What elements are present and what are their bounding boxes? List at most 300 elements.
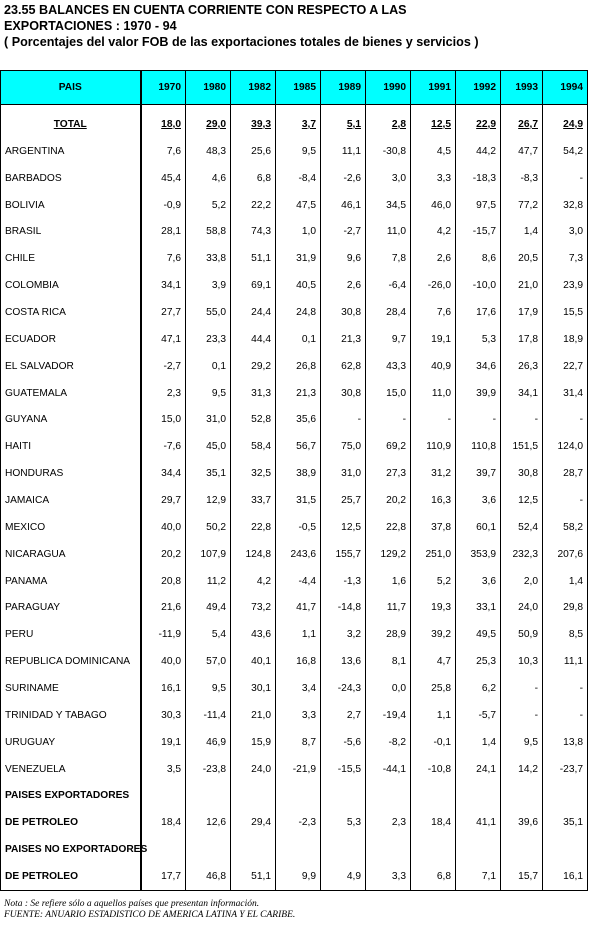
value-cell: 26,3	[501, 353, 543, 380]
value-cell: 97,5	[456, 192, 501, 219]
value-cell: 4,9	[321, 863, 366, 890]
value-cell: -	[501, 675, 543, 702]
value-cell: 151,5	[501, 433, 543, 460]
value-cell: 31,0	[186, 406, 231, 433]
country-name: MEXICO	[1, 514, 141, 541]
value-cell: 40,9	[411, 353, 456, 380]
value-cell: 43,3	[366, 353, 411, 380]
table-row	[1, 621, 588, 648]
header-year: 1982	[231, 71, 276, 105]
table-row	[1, 272, 588, 299]
value-cell: 20,2	[366, 487, 411, 514]
value-cell: -24,3	[321, 675, 366, 702]
country-name: GUATEMALA	[1, 380, 141, 407]
value-cell: 7,1	[456, 863, 501, 890]
value-cell: 2,7	[321, 702, 366, 729]
value-cell	[501, 782, 543, 809]
value-cell: 11,1	[543, 648, 588, 675]
value-cell: 15,9	[231, 729, 276, 756]
value-cell: 2,6	[321, 272, 366, 299]
title-line-1: 23.55 BALANCES EN CUENTA CORRIENTE CON RESPECTO A LAS	[4, 3, 407, 17]
table-row	[1, 138, 588, 165]
value-cell: 7,6	[141, 245, 186, 272]
value-cell: 1,6	[366, 568, 411, 595]
value-cell: 4,5	[411, 138, 456, 165]
value-cell: 5,4	[186, 621, 231, 648]
country-name: DE PETROLEO	[1, 809, 141, 836]
table-row	[1, 245, 588, 272]
value-cell: -	[543, 675, 588, 702]
table-row	[1, 380, 588, 407]
value-cell: 19,1	[411, 326, 456, 353]
country-name: TOTAL	[1, 111, 141, 138]
header-year: 1993	[501, 71, 543, 105]
value-cell: 1,1	[411, 702, 456, 729]
value-cell	[321, 836, 366, 863]
value-cell: 40,0	[141, 648, 186, 675]
value-cell: 21,3	[321, 326, 366, 353]
value-cell: 155,7	[321, 541, 366, 568]
value-cell: 35,1	[186, 460, 231, 487]
value-cell: 27,3	[366, 460, 411, 487]
value-cell: -14,8	[321, 594, 366, 621]
table-row	[1, 192, 588, 219]
value-cell: 3,2	[321, 621, 366, 648]
value-cell	[231, 782, 276, 809]
value-cell: 74,3	[231, 218, 276, 245]
value-cell	[366, 782, 411, 809]
value-cell: 9,5	[276, 138, 321, 165]
table-header-row	[1, 71, 588, 105]
value-cell: 49,4	[186, 594, 231, 621]
value-cell: 47,1	[141, 326, 186, 353]
data-table	[0, 70, 588, 891]
value-cell: 29,4	[231, 809, 276, 836]
value-cell: -0,1	[411, 729, 456, 756]
value-cell: 34,6	[456, 353, 501, 380]
value-cell: 0,0	[366, 675, 411, 702]
table-row	[1, 541, 588, 568]
value-cell: 7,3	[543, 245, 588, 272]
value-cell: 3,4	[276, 675, 321, 702]
value-cell: 25,3	[456, 648, 501, 675]
value-cell: 2,0	[501, 568, 543, 595]
group-total-row	[1, 863, 588, 890]
value-cell: 49,5	[456, 621, 501, 648]
value-cell: 34,5	[366, 192, 411, 219]
table-row	[1, 433, 588, 460]
value-cell: 48,3	[186, 138, 231, 165]
table-row	[1, 165, 588, 192]
value-cell	[501, 836, 543, 863]
value-cell: 24,1	[456, 756, 501, 783]
value-cell: -15,7	[456, 218, 501, 245]
value-cell: 8,6	[456, 245, 501, 272]
value-cell: 4,2	[411, 218, 456, 245]
value-cell: 3,6	[456, 568, 501, 595]
value-cell: 47,7	[501, 138, 543, 165]
header-year: 1970	[141, 71, 186, 105]
country-name: PAISES EXPORTADORES	[1, 782, 141, 809]
value-cell: -	[501, 702, 543, 729]
value-cell: -8,3	[501, 165, 543, 192]
value-cell: 5,2	[411, 568, 456, 595]
table-row	[1, 729, 588, 756]
country-name: ECUADOR	[1, 326, 141, 353]
header-year: 1992	[456, 71, 501, 105]
country-name: NICARAGUA	[1, 541, 141, 568]
value-cell: -	[543, 702, 588, 729]
table-row	[1, 299, 588, 326]
value-cell: 56,7	[276, 433, 321, 460]
value-cell: 58,2	[543, 514, 588, 541]
table-body	[1, 105, 588, 891]
value-cell: -2,7	[141, 353, 186, 380]
value-cell: 20,2	[141, 541, 186, 568]
value-cell: 3,5	[141, 756, 186, 783]
country-name: GUYANA	[1, 406, 141, 433]
value-cell: 9,5	[501, 729, 543, 756]
value-cell	[366, 836, 411, 863]
value-cell: 3,0	[366, 165, 411, 192]
value-cell: 6,8	[231, 165, 276, 192]
value-cell	[231, 836, 276, 863]
value-cell: 24,4	[231, 299, 276, 326]
value-cell: -	[321, 406, 366, 433]
value-cell: 9,5	[186, 675, 231, 702]
value-cell: 5,3	[321, 809, 366, 836]
value-cell: 17,8	[501, 326, 543, 353]
value-cell: 25,8	[411, 675, 456, 702]
value-cell: 44,4	[231, 326, 276, 353]
country-name: HAITI	[1, 433, 141, 460]
value-cell: 33,8	[186, 245, 231, 272]
value-cell: 25,7	[321, 487, 366, 514]
value-cell: 39,3	[231, 111, 276, 138]
value-cell: 15,5	[543, 299, 588, 326]
value-cell	[141, 836, 186, 863]
value-cell: 0,1	[186, 353, 231, 380]
value-cell: 16,8	[276, 648, 321, 675]
value-cell: -15,5	[321, 756, 366, 783]
value-cell: 15,0	[366, 380, 411, 407]
value-cell: 25,6	[231, 138, 276, 165]
value-cell: 55,0	[186, 299, 231, 326]
value-cell: 19,1	[141, 729, 186, 756]
value-cell: 0,1	[276, 326, 321, 353]
value-cell: 58,4	[231, 433, 276, 460]
value-cell: 30,3	[141, 702, 186, 729]
table-row	[1, 514, 588, 541]
value-cell: 28,1	[141, 218, 186, 245]
value-cell: 30,8	[321, 299, 366, 326]
value-cell: 7,8	[366, 245, 411, 272]
value-cell: 23,9	[543, 272, 588, 299]
value-cell: 9,6	[321, 245, 366, 272]
value-cell: 8,1	[366, 648, 411, 675]
country-name: CHILE	[1, 245, 141, 272]
value-cell: 57,0	[186, 648, 231, 675]
value-cell: 39,7	[456, 460, 501, 487]
value-cell: 107,9	[186, 541, 231, 568]
title-subtitle: ( Porcentajes del valor FOB de las exportaciones totales de bienes y servicios )	[4, 35, 479, 49]
value-cell: 12,5	[501, 487, 543, 514]
value-cell: -2,6	[321, 165, 366, 192]
value-cell: 34,1	[501, 380, 543, 407]
value-cell: 2,3	[366, 809, 411, 836]
value-cell: 5,2	[186, 192, 231, 219]
country-name: EL SALVADOR	[1, 353, 141, 380]
value-cell: 1,4	[456, 729, 501, 756]
value-cell: 29,2	[231, 353, 276, 380]
value-cell: 11,2	[186, 568, 231, 595]
value-cell: -	[366, 406, 411, 433]
value-cell: -11,4	[186, 702, 231, 729]
value-cell: 1,1	[276, 621, 321, 648]
group-total-row	[1, 809, 588, 836]
value-cell: 24,0	[231, 756, 276, 783]
value-cell: 3,3	[411, 165, 456, 192]
value-cell: 14,2	[501, 756, 543, 783]
value-cell: -0,9	[141, 192, 186, 219]
value-cell: 21,0	[501, 272, 543, 299]
total-row	[1, 111, 588, 138]
country-name: DE PETROLEO	[1, 863, 141, 890]
value-cell: 33,1	[456, 594, 501, 621]
value-cell	[543, 782, 588, 809]
table-row	[1, 756, 588, 783]
country-name: COLOMBIA	[1, 272, 141, 299]
value-cell: 5,3	[456, 326, 501, 353]
value-cell: -	[543, 487, 588, 514]
value-cell: 12,5	[411, 111, 456, 138]
value-cell: 243,6	[276, 541, 321, 568]
value-cell: 22,2	[231, 192, 276, 219]
value-cell: 32,5	[231, 460, 276, 487]
value-cell: -	[411, 406, 456, 433]
value-cell: 21,6	[141, 594, 186, 621]
country-name: PERU	[1, 621, 141, 648]
value-cell: 45,0	[186, 433, 231, 460]
value-cell: -2,7	[321, 218, 366, 245]
value-cell: 17,6	[456, 299, 501, 326]
value-cell: 26,8	[276, 353, 321, 380]
value-cell: -	[543, 165, 588, 192]
value-cell: -18,3	[456, 165, 501, 192]
value-cell: -26,0	[411, 272, 456, 299]
value-cell: 41,1	[456, 809, 501, 836]
header-year: 1990	[366, 71, 411, 105]
value-cell: 26,7	[501, 111, 543, 138]
value-cell	[321, 782, 366, 809]
value-cell: 35,6	[276, 406, 321, 433]
value-cell: 51,1	[231, 245, 276, 272]
value-cell: -2,3	[276, 809, 321, 836]
value-cell: 31,4	[543, 380, 588, 407]
value-cell: -21,9	[276, 756, 321, 783]
value-cell: 2,3	[141, 380, 186, 407]
value-cell: -	[501, 406, 543, 433]
value-cell: 129,2	[366, 541, 411, 568]
group-heading-row	[1, 782, 588, 809]
value-cell: -8,2	[366, 729, 411, 756]
value-cell: 19,3	[411, 594, 456, 621]
value-cell: 207,6	[543, 541, 588, 568]
country-name: BOLIVIA	[1, 192, 141, 219]
value-cell: 18,0	[141, 111, 186, 138]
value-cell: 232,3	[501, 541, 543, 568]
value-cell: -1,3	[321, 568, 366, 595]
value-cell	[141, 782, 186, 809]
value-cell: 28,7	[543, 460, 588, 487]
header-year: 1985	[276, 71, 321, 105]
value-cell	[543, 836, 588, 863]
country-name: HONDURAS	[1, 460, 141, 487]
value-cell: 30,8	[321, 380, 366, 407]
value-cell: 24,0	[501, 594, 543, 621]
value-cell: 40,0	[141, 514, 186, 541]
header-year: 1980	[186, 71, 231, 105]
value-cell: 31,0	[321, 460, 366, 487]
value-cell: 2,6	[411, 245, 456, 272]
value-cell: 52,4	[501, 514, 543, 541]
value-cell: 353,9	[456, 541, 501, 568]
country-name: JAMAICA	[1, 487, 141, 514]
value-cell: 20,5	[501, 245, 543, 272]
value-cell: 45,4	[141, 165, 186, 192]
value-cell: 11,1	[321, 138, 366, 165]
value-cell: 24,8	[276, 299, 321, 326]
table-row	[1, 568, 588, 595]
value-cell: 16,1	[141, 675, 186, 702]
value-cell: 15,0	[141, 406, 186, 433]
value-cell: 32,8	[543, 192, 588, 219]
table-row	[1, 675, 588, 702]
value-cell: 110,8	[456, 433, 501, 460]
value-cell: 18,9	[543, 326, 588, 353]
value-cell: 3,3	[366, 863, 411, 890]
value-cell: 39,2	[411, 621, 456, 648]
country-name: PARAGUAY	[1, 594, 141, 621]
value-cell: 16,3	[411, 487, 456, 514]
value-cell: 11,0	[366, 218, 411, 245]
value-cell: 13,8	[543, 729, 588, 756]
country-name: ARGENTINA	[1, 138, 141, 165]
value-cell: 4,7	[411, 648, 456, 675]
value-cell: 69,2	[366, 433, 411, 460]
value-cell: 21,0	[231, 702, 276, 729]
value-cell: 8,7	[276, 729, 321, 756]
value-cell: -8,4	[276, 165, 321, 192]
value-cell: 20,8	[141, 568, 186, 595]
value-cell: 124,8	[231, 541, 276, 568]
table-row	[1, 353, 588, 380]
value-cell: 1,0	[276, 218, 321, 245]
country-name: BRASIL	[1, 218, 141, 245]
value-cell	[456, 836, 501, 863]
value-cell: 124,0	[543, 433, 588, 460]
country-name: BARBADOS	[1, 165, 141, 192]
value-cell: 43,6	[231, 621, 276, 648]
value-cell: 22,9	[456, 111, 501, 138]
value-cell: -	[456, 406, 501, 433]
value-cell: -19,4	[366, 702, 411, 729]
value-cell: 7,6	[141, 138, 186, 165]
value-cell: 39,9	[456, 380, 501, 407]
value-cell: 75,0	[321, 433, 366, 460]
value-cell: 37,8	[411, 514, 456, 541]
value-cell: 29,0	[186, 111, 231, 138]
value-cell: 30,8	[501, 460, 543, 487]
table-row	[1, 218, 588, 245]
value-cell: -0,5	[276, 514, 321, 541]
value-cell: -30,8	[366, 138, 411, 165]
value-cell: 29,8	[543, 594, 588, 621]
value-cell: 31,3	[231, 380, 276, 407]
value-cell: 40,1	[231, 648, 276, 675]
value-cell: 77,2	[501, 192, 543, 219]
value-cell: 9,7	[366, 326, 411, 353]
value-cell: -4,4	[276, 568, 321, 595]
value-cell: 1,4	[543, 568, 588, 595]
value-cell: 4,6	[186, 165, 231, 192]
value-cell: 15,7	[501, 863, 543, 890]
value-cell: 29,7	[141, 487, 186, 514]
value-cell	[186, 782, 231, 809]
value-cell: 34,4	[141, 460, 186, 487]
value-cell: -10,0	[456, 272, 501, 299]
value-cell: 33,7	[231, 487, 276, 514]
table-row	[1, 326, 588, 353]
value-cell: 28,9	[366, 621, 411, 648]
value-cell: 46,1	[321, 192, 366, 219]
value-cell: 3,6	[456, 487, 501, 514]
value-cell: 51,1	[231, 863, 276, 890]
value-cell	[456, 782, 501, 809]
value-cell: 6,8	[411, 863, 456, 890]
country-name: VENEZUELA	[1, 756, 141, 783]
value-cell: 8,5	[543, 621, 588, 648]
value-cell: 110,9	[411, 433, 456, 460]
value-cell: -10,8	[411, 756, 456, 783]
value-cell: 18,4	[411, 809, 456, 836]
value-cell	[186, 836, 231, 863]
value-cell: 31,2	[411, 460, 456, 487]
footnote-note: Nota : Se refiere sólo a aquellos países que presentan información.	[4, 899, 260, 909]
table-row	[1, 648, 588, 675]
value-cell: 39,6	[501, 809, 543, 836]
value-cell: 3,9	[186, 272, 231, 299]
header-year: 1994	[543, 71, 588, 105]
footnote-source: FUENTE: ANUARIO ESTADISTICO DE AMERICA LATINA Y EL CARIBE.	[4, 910, 296, 920]
value-cell: 9,5	[186, 380, 231, 407]
value-cell: -	[543, 406, 588, 433]
value-cell: 7,6	[411, 299, 456, 326]
value-cell: 27,7	[141, 299, 186, 326]
value-cell: 73,2	[231, 594, 276, 621]
value-cell: 50,2	[186, 514, 231, 541]
country-name: PAISES NO EXPORTADORES	[1, 836, 141, 863]
value-cell: 60,1	[456, 514, 501, 541]
value-cell: 41,7	[276, 594, 321, 621]
value-cell: 46,8	[186, 863, 231, 890]
value-cell: 54,2	[543, 138, 588, 165]
value-cell: 4,2	[231, 568, 276, 595]
table-row	[1, 406, 588, 433]
table-row	[1, 487, 588, 514]
value-cell: 47,5	[276, 192, 321, 219]
group-heading-row	[1, 836, 588, 863]
